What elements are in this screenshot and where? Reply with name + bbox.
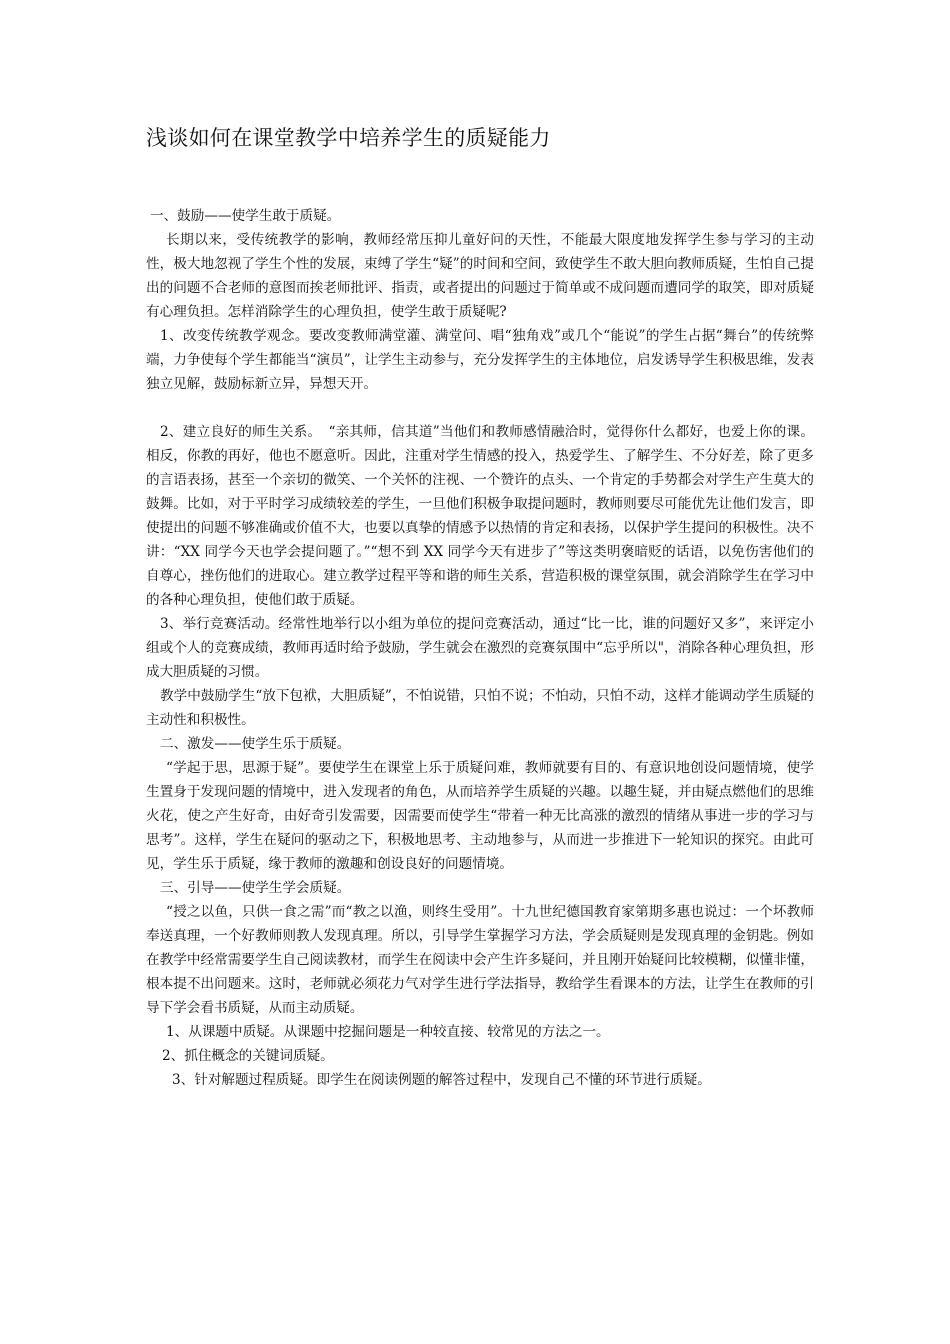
list-item: 2、抓住概念的关键词质疑。 — [162, 1048, 334, 1064]
body-paragraph: 长期以来，受传统教学的影响，教师经常压抑儿童好问的天性，不能最大限度地发挥学生参与学习的主动性，极大地忽视了学生个性的发展，束缚了学生“疑”的时间和空间，致使学生不敢大胆向教师质疑，生怕自己提出的问题不合老师的意图而挨老师批评、指责，或者提出的问题过于简单或不成问题而遭同学的取笑，即对质疑有心理负担。怎样消除学生的心理负担，使学生敢于质疑呢? — [146, 232, 814, 320]
body-paragraph: 2、建立良好的师生关系。 “亲其师，信其道”当他们和教师感情融洽时，觉得你什么都好，也爱上你的课。相反，你教的再好，他也不愿意听。因此，注重对学生情感的投入，热爱学生、了解学生、不分好差，除了更多的言语表扬，甚至一个亲切的微笑、一个关怀的注视、一个赞许的点头、一个肯定的手势都会对学生产生莫大的鼓舞。比如，对于平时学习成绩较差的学生，一旦他们积极争取提问题时，教师则要尽可能优先让他们发言，即使提出的问题不够准确或价值不大，也要以真挚的情感予以热情的肯定和表扬，以保护学生提问的积极性。决不讲：“XX 同学今天也学会提问题了。”“想不到 XX 同学今天有进步了”等这类明褒暗贬的话语，以免伤害他们的自尊心，挫伤他们的进取心。建立教学过程平等和谐的师生关系，营造积极的课堂氛围，就会消除学生在学习中的各种心理负担，使他们敢于质疑。 — [146, 424, 814, 608]
document-title: 浅谈如何在课堂教学中培养学生的质疑能力 — [146, 126, 551, 150]
body-paragraph: “授之以鱼，只供一食之需”而“教之以渔，则终生受用”。十九世纪德国教育家第期多惠也说过：一个坏教师奉送真理，一个好教师则教人发现真理。所以，引导学生掌握学习方法，学会质疑则是发现真理的金钥匙。例如在教学中经常需要学生自己阅读教材，而学生在阅读中会产生许多疑问，并且刚开始疑问比较模糊，似懂非懂，根本提不出问题来。这时，老师就必须花力气对学生进行学法指导，教给学生看课本的方法，让学生在教师的引导下学会看书质疑，从而主动质疑。 — [146, 904, 814, 1016]
document-body — [146, 204, 814, 1092]
section-heading-2: 二、激发——使学生乐于质疑。 — [160, 736, 351, 752]
section-heading-1: 一、鼓励——使学生敢于质疑。 — [150, 208, 341, 224]
body-paragraph: 1、改变传统教学观念。要改变教师满堂灌、满堂问、唱“独角戏”或几个“能说”的学生占据“舞台”的传统弊端，力争使每个学生都能当“演员”，让学生主动参与，充分发挥学生的主体地位，启发诱导学生积极思维，发表独立见解，鼓励标新立异，异想天开。 — [146, 328, 814, 392]
body-paragraph: 3、举行竞赛活动。经常性地举行以小组为单位的提问竞赛活动，通过“比一比，谁的问题好又多”，来评定小组或个人的竞赛成绩，教师再适时给予鼓励，学生就会在激烈的竞赛氛围中“忘乎所以"，消除各种心理负担，形成大胆质疑的习惯。 — [146, 616, 814, 680]
body-paragraph: “学起于思，思源于疑”。要使学生在课堂上乐于质疑问难，教师就要有目的、有意识地创设问题情境，使学生置身于发现问题的情境中，进入发现者的角色，从而培养学生质疑的兴趣。以趣生疑，并由疑点燃他们的思维火花，使之产生好奇，由好奇引发需要，因需要而使学生“带着一种无比高涨的激烈的情绪从事进一步的学习与思考”。这样，学生在疑问的驱动之下，积极地思考、主动地参与，从而进一步推进下一轮知识的探究。由此可见，学生乐于质疑，缘于教师的激趣和创设良好的问题情境。 — [146, 760, 814, 872]
body-paragraph: 教学中鼓励学生“放下包袱，大胆质疑”，不怕说错，只怕不说；不怕动，只怕不动，这样才能调动学生质疑的主动性和积极性。 — [146, 688, 814, 728]
list-item: 3、针对解题过程质疑。即学生在阅读例题的解答过程中，发现自己不懂的环节进行质疑。 — [172, 1072, 711, 1088]
section-heading-3: 三、引导——使学生学会质疑。 — [160, 880, 351, 896]
list-item: 1、从课题中质疑。从课题中挖掘问题是一种较直接、较常见的方法之一。 — [166, 1024, 610, 1040]
